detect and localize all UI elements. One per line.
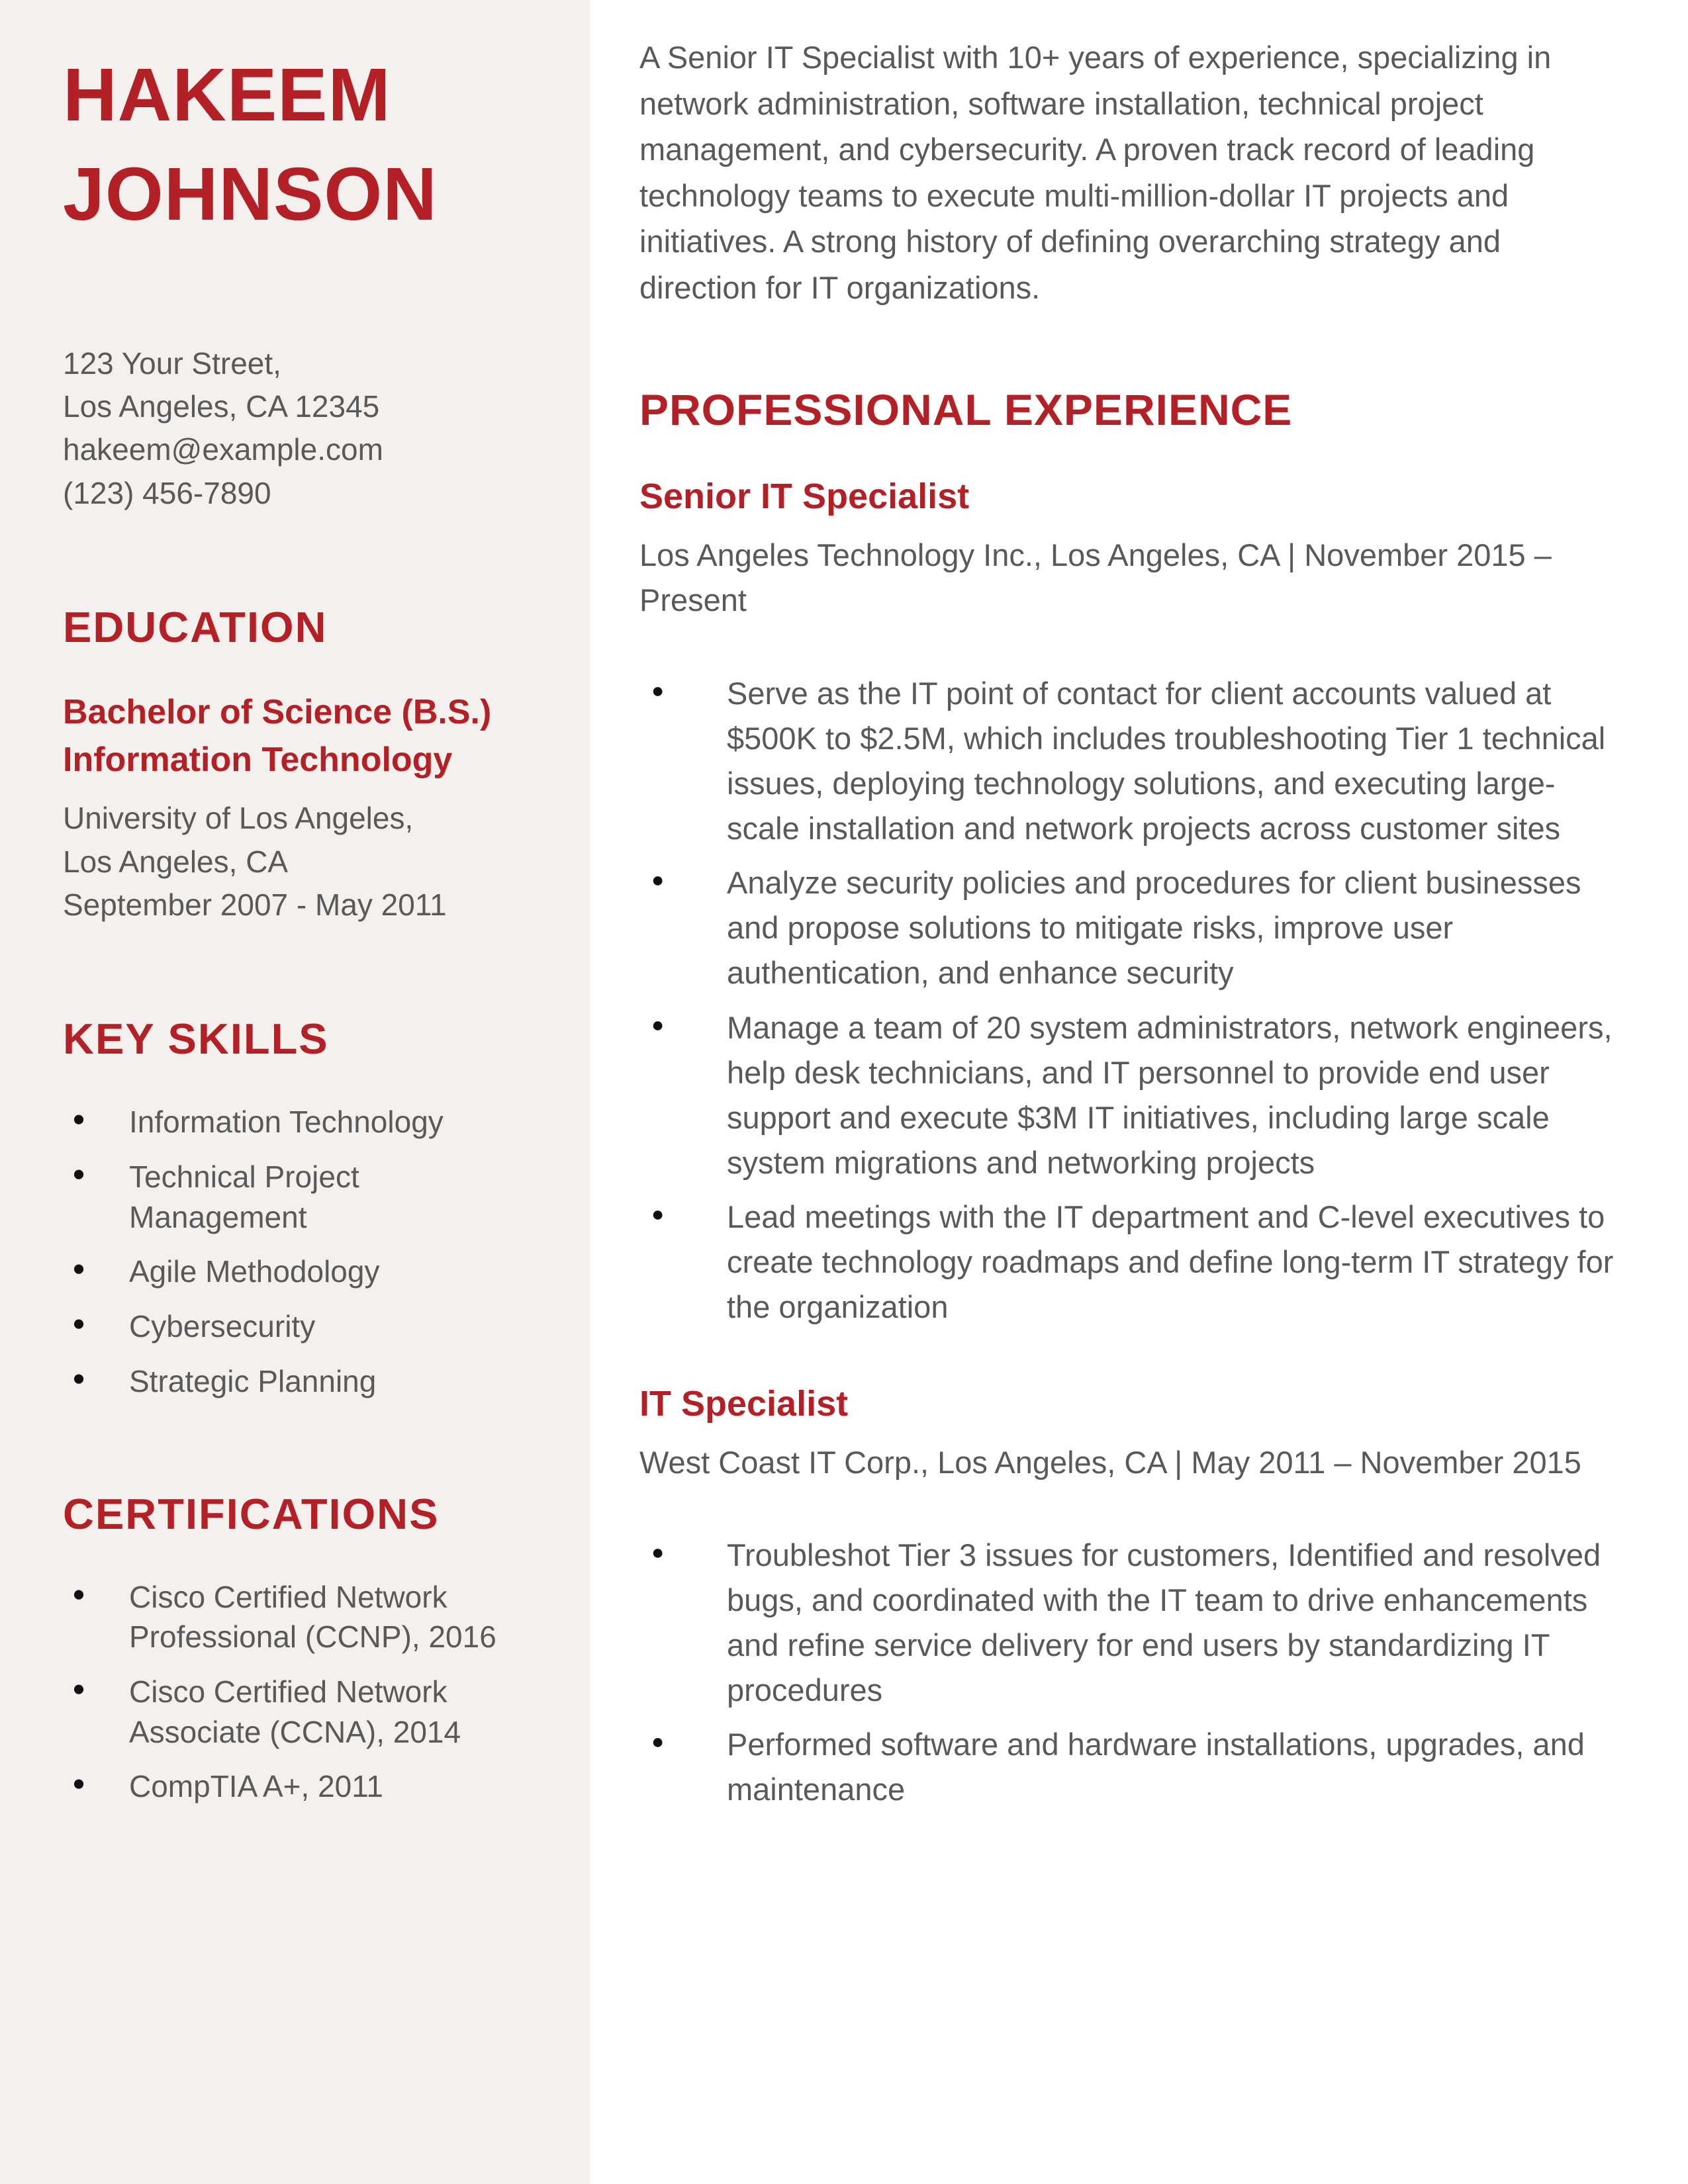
contact-street: 123 Your Street,: [63, 345, 281, 381]
certifications-heading: CERTIFICATIONS: [63, 1489, 440, 1538]
job-title: Senior IT Specialist: [639, 477, 970, 517]
skill-item: ● Information Technology: [63, 1102, 545, 1142]
skill-item: ● Agile Methodology: [63, 1251, 545, 1292]
education-school: University of Los Angeles,: [63, 801, 414, 836]
contact-email: hakeem@example.com: [63, 432, 383, 467]
certifications-list: [63, 1577, 545, 1807]
skill-item: ● Strategic Planning: [63, 1361, 545, 1402]
contact-block: [63, 342, 545, 515]
candidate-first-name: HAKEEM: [63, 53, 391, 136]
job-bullet: ● Performed software and hardware installations, upgrades, and maintenance: [639, 1722, 1625, 1812]
job-bullet-list: [639, 1533, 1625, 1813]
education-details: [63, 797, 545, 927]
education-location: Los Angeles, CA: [63, 844, 289, 879]
professional-experience-heading: PROFESSIONAL EXPERIENCE: [639, 385, 1293, 435]
job-title: IT Specialist: [639, 1383, 849, 1424]
candidate-last-name: JOHNSON: [63, 152, 438, 236]
candidate-name: [63, 45, 545, 244]
main-column: [590, 0, 1688, 2184]
skill-item: ● Technical Project Management: [63, 1157, 545, 1237]
degree-title: [63, 689, 545, 784]
skill-item: ● Cybersecurity: [63, 1306, 545, 1347]
education-dates: September 2007 - May 2011: [63, 887, 447, 922]
job-bullet: ● Serve as the IT point of contact for client accounts valued at $500K to $2.5M, which includes troubleshooting Tier 1 technical issues, deploying technology solutions, and executing large-scale installation and network projects across customer sites: [639, 671, 1625, 852]
key-skills-heading: KEY SKILLS: [63, 1015, 329, 1064]
contact-city: Los Angeles, CA 12345: [63, 388, 380, 424]
job-company-line: West Coast IT Corp., Los Angeles, CA | May 2011 – November 2015: [639, 1444, 1581, 1480]
key-skills-list: [63, 1102, 545, 1401]
certification-item: ● CompTIA A+, 2011: [63, 1766, 545, 1807]
degree-line2: Information Technology: [63, 740, 453, 779]
professional-summary: A Senior IT Specialist with 10+ years of experience, specializing in network administration, software installation, technical project management, and cybersecurity. A proven track record of leading technology teams to execute multi-million-dollar IT projects and initiatives. A strong history of defining overarching strategy and direction for IT organizations.: [639, 40, 1552, 305]
job-bullet: ● Troubleshot Tier 3 issues for customers, Identified and resolved bugs, and coordinated with the IT team to drive enhancements and refine service delivery for end users by standardizing IT procedures: [639, 1533, 1625, 1713]
contact-phone: (123) 456-7890: [63, 475, 271, 510]
job-bullet: ● Analyze security policies and procedures for client businesses and propose solutions to mitigate risks, improve user authentication, and enhance security: [639, 860, 1625, 995]
job-bullet-list: [639, 671, 1625, 1330]
job-company-line: Los Angeles Technology Inc., Los Angeles, CA | November 2015 – Present: [639, 537, 1552, 618]
education-heading: EDUCATION: [63, 602, 328, 651]
job-bullet: ● Manage a team of 20 system administrators, network engineers, help desk technicians, and IT personnel to provide end user support and execute $3M IT initiatives, including large scale system migrations and networking projects: [639, 1005, 1625, 1186]
certification-item: ● Cisco Certified Network Associate (CCNA), 2014: [63, 1672, 545, 1752]
certification-item: ● Cisco Certified Network Professional (CCNP), 2016: [63, 1577, 545, 1657]
degree-line1: Bachelor of Science (B.S.): [63, 692, 492, 731]
sidebar: [0, 0, 590, 2184]
job-bullet: ● Lead meetings with the IT department and C-level executives to create technology roadmaps and define long-term IT strategy for the organization: [639, 1195, 1625, 1330]
